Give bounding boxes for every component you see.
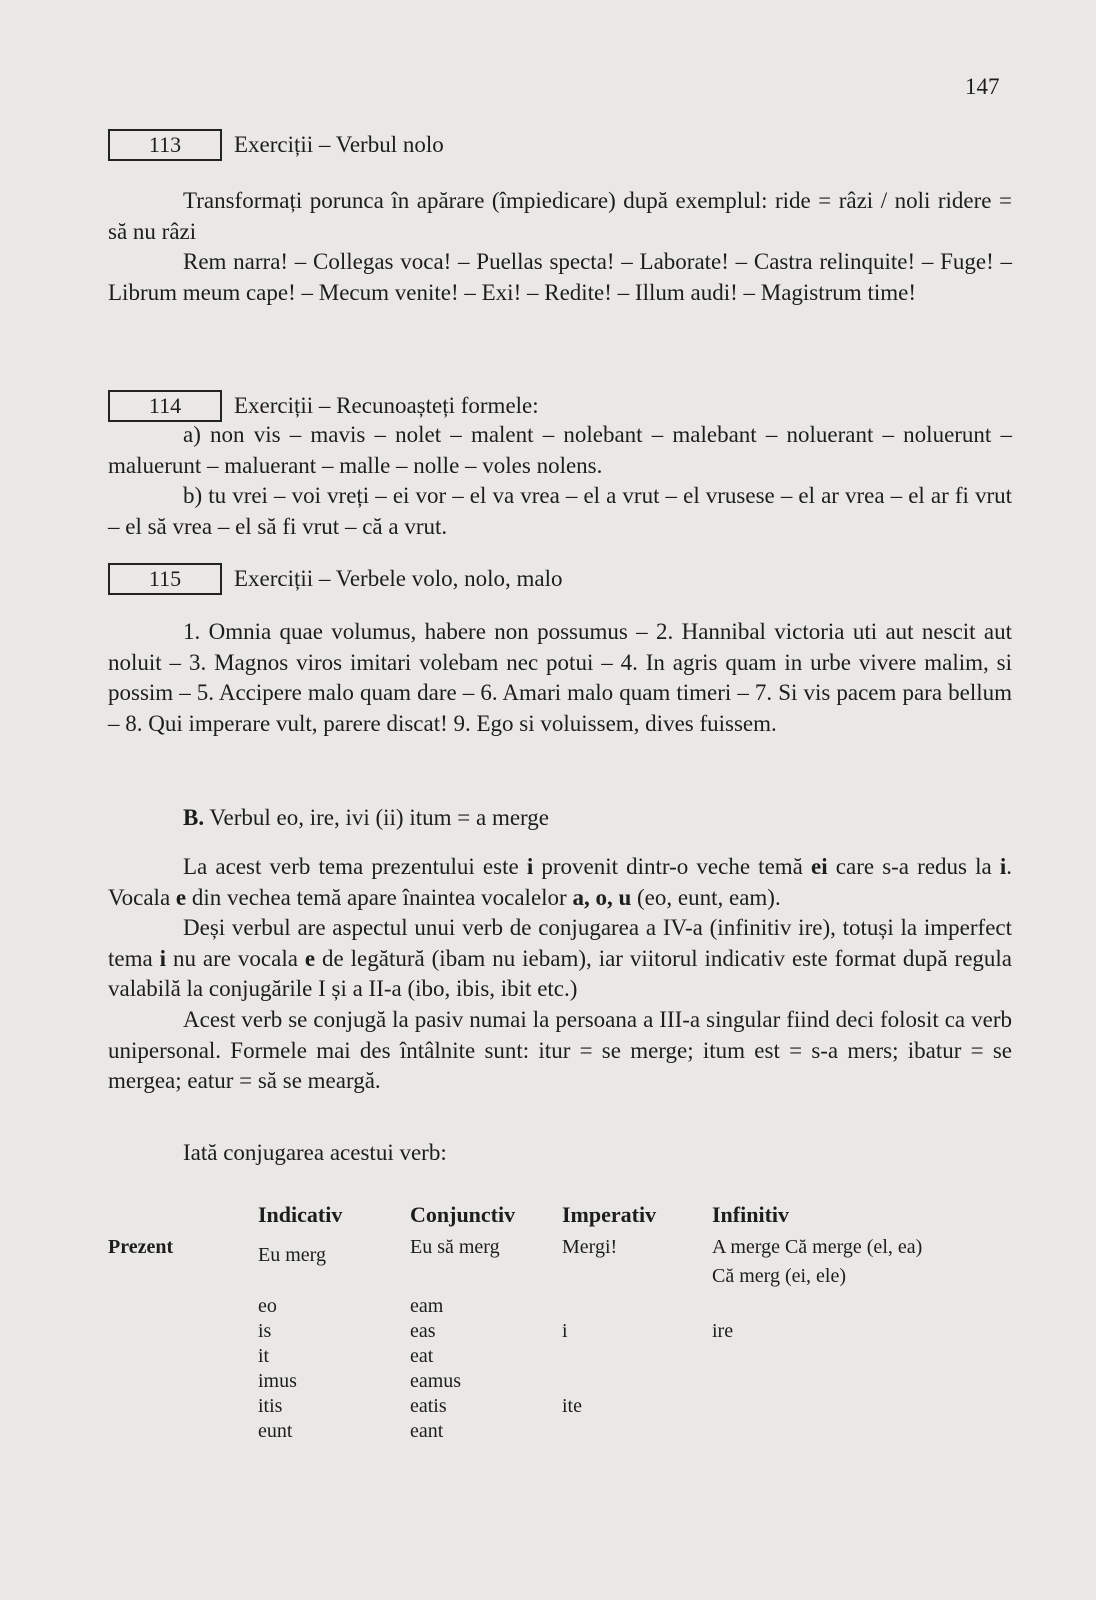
exercise-number-box: 115 — [108, 563, 222, 595]
section-b-paragraph-3: Acest verb se conjugă la pasiv numai la persoana a III-a singular fiind deci folosit ca verb unipersonal. Formele mai des întâlnite sunt: itur = se merge; itum est = s-a mers; ibatur = se mergea; eatur = să se meargă. — [108, 1007, 1012, 1093]
section-b-heading — [108, 803, 1012, 834]
exercise-114-heading — [108, 389, 539, 423]
form-3pl: eunt — [258, 1420, 293, 1442]
conjugation-intro: Iată conjugarea acestui verb: — [183, 1140, 447, 1165]
form-1pl: eamus — [410, 1370, 462, 1392]
gloss-indicativ: Eu merg — [258, 1244, 326, 1266]
gloss-conjunctiv: Eu să merg — [410, 1236, 500, 1258]
header-conjunctiv: Conjunctiv — [410, 1202, 516, 1227]
section-letter: B. — [183, 805, 205, 830]
form-3sg: eat — [410, 1345, 434, 1367]
gloss-infinitiv-2: Că merg (ei, ele) — [712, 1265, 847, 1287]
gloss-infinitiv-1: A merge Că merge (el, ea) — [712, 1236, 923, 1258]
exercise-114-b: b) tu vrei – voi vreți – ei vor – el va vrea – el a vrut – el vrusese – el ar vrea – el ar fi vrut – el să vrea – el să fi vrut – că a vrut. — [108, 483, 1012, 539]
conjunctiv-forms — [410, 1294, 461, 1444]
imperativ-plural: ite — [562, 1395, 582, 1417]
exercise-title: Exerciții – Recunoașteți formele: — [234, 393, 539, 418]
form-3pl: eant — [410, 1420, 444, 1442]
exercise-number-box: 114 — [108, 390, 222, 422]
form-1sg: eo — [258, 1295, 277, 1317]
section-b-paragraph-2: Deși verbul are aspectul unui verb de conjugarea a IV-a (infinitiv ire), totuși la imperfect tema i nu are vocala e de legătură (ibam nu iebam), iar viitorul indicativ este format după regula valabilă la conjugările I și a II-a (ibo, ibis, ibit etc.) — [108, 915, 1012, 1001]
exercise-113-instruction: Transformați porunca în apărare (împiedicare) după exemplul: ride = râzi / noli ridere = să nu râzi — [108, 188, 1012, 244]
form-2sg: eas — [410, 1320, 436, 1342]
form-3sg: it — [258, 1345, 270, 1367]
section-title: Verbul eo, ire, ivi (ii) itum = a merge — [204, 805, 549, 830]
gloss-imperativ: Mergi! — [562, 1236, 618, 1258]
row-label-prezent: Prezent — [108, 1236, 174, 1258]
exercise-113-text: Rem narra! – Collegas voca! – Puellas specta! – Laborate! – Castra relinquite! – Fuge! – Librum meum cape! – Mecum venite! – Exi! – Redite! – Illum audi! – Magistrum time! — [108, 249, 1012, 305]
exercise-114-a: a) non vis – mavis – nolet – malent – nolebant – malebant – noluerant – noluerunt – maluerunt – maluerant – malle – nolle – voles nolens. — [108, 422, 1012, 478]
form-2pl: itis — [258, 1395, 283, 1417]
exercise-number-box: 113 — [108, 129, 222, 161]
form-2pl: eatis — [410, 1395, 447, 1417]
form-1sg: eam — [410, 1295, 444, 1317]
exercise-113-heading — [108, 128, 444, 162]
imperativ-singular: i — [562, 1320, 568, 1342]
form-1pl: imus — [258, 1370, 297, 1392]
indicativ-forms — [258, 1294, 297, 1444]
section-b-paragraph-1: La acest verb tema prezentului este i provenit dintr-o veche temă ei care s-a redus la i. Vocala e din vechea temă apare înaintea vocalelor a, o, u (eo, eunt, eam). — [108, 854, 1012, 910]
exercise-title: Exerciții – Verbele volo, nolo, malo — [234, 566, 563, 591]
header-indicativ: Indicativ — [258, 1202, 343, 1227]
header-imperativ: Imperativ — [562, 1202, 657, 1227]
exercise-115-text: 1. Omnia quae volumus, habere non possumus – 2. Hannibal victoria uti aut nescit aut noluit – 3. Magnos viros imitari volebam nec potui – 4. In agris quam in urbe vivere malim, si possim – 5. Accipere malo quam dare – 6. Amari malo quam timeri – 7. Si vis pacem para bellum – 8. Qui imperare vult, parere discat! 9. Ego si voluissem, dives fuissem. — [108, 619, 1012, 736]
header-infinitiv: Infinitiv — [712, 1202, 790, 1227]
form-2sg: is — [258, 1320, 272, 1342]
infinitiv-form: ire — [712, 1320, 734, 1342]
exercise-title: Exerciții – Verbul nolo — [234, 132, 444, 157]
page-number: 147 — [965, 74, 1000, 99]
exercise-115-heading — [108, 562, 563, 596]
